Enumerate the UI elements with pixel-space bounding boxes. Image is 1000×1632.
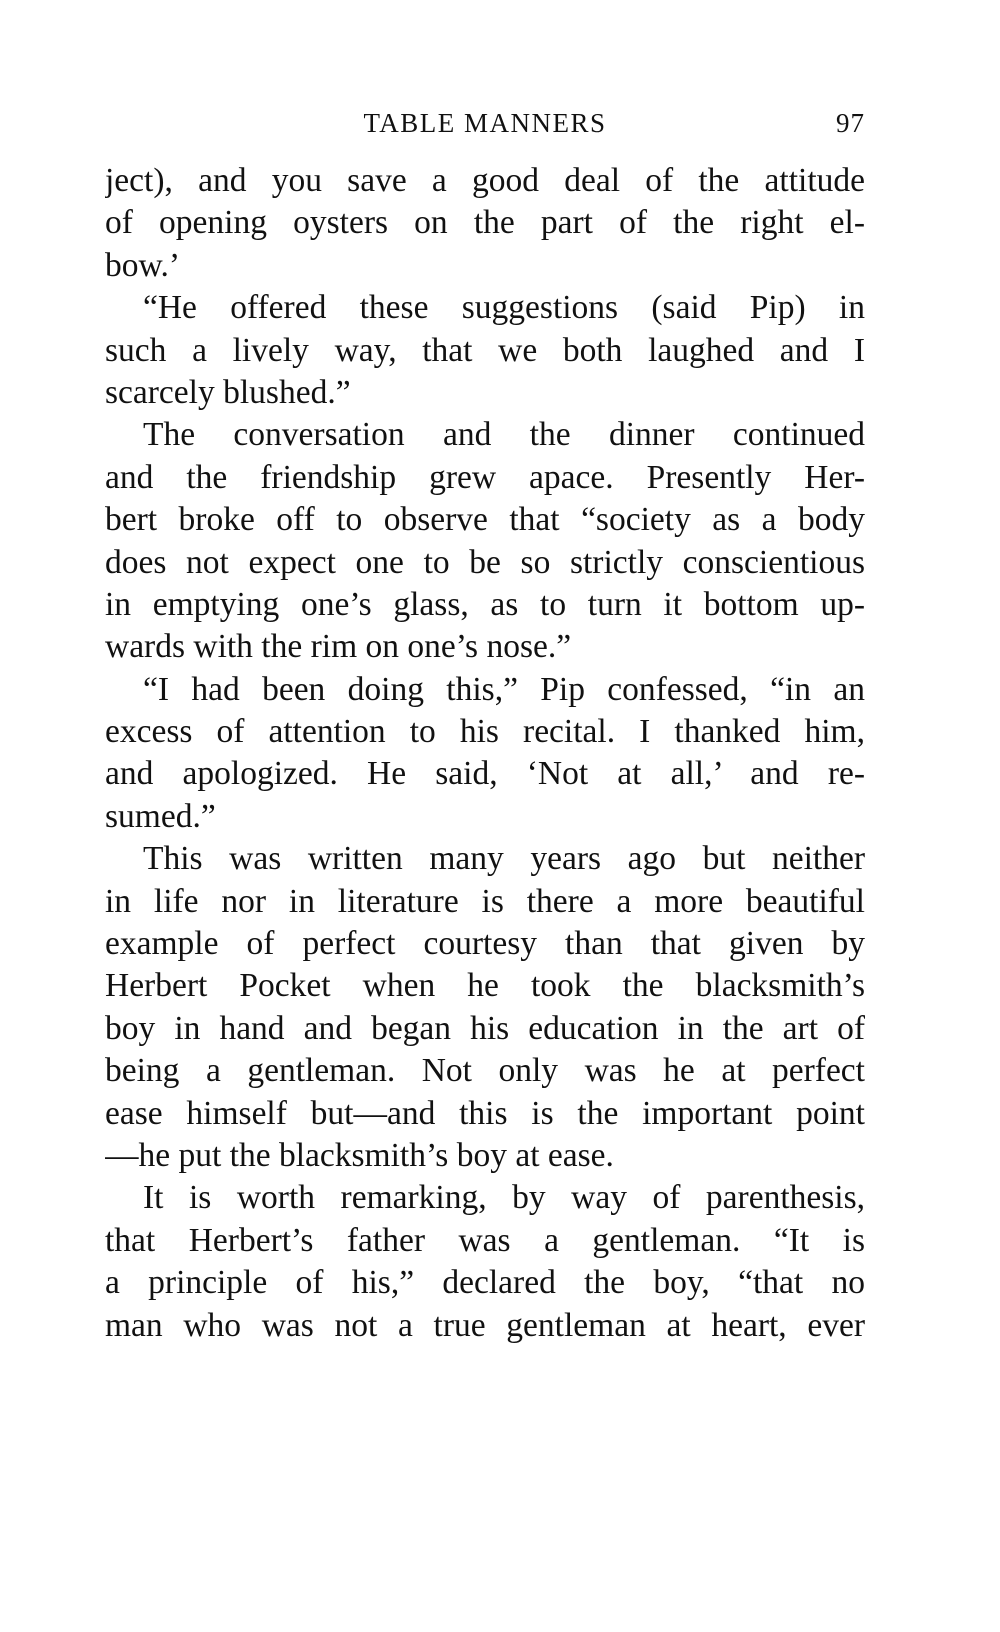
text-line: sumed.” [105,797,216,835]
text-line: —he put the blacksmith’s boy at ease. [105,1136,614,1174]
text-line: “I had been doing this,” Pip confessed, “in an [143,670,865,708]
text-line: example of perfect courtesy than that given by [105,925,865,963]
text-line: scarcely blushed.” [105,373,351,411]
text-line: such a lively way, that we both laughed and I [105,331,865,369]
text-line: boy in hand and began his education in the art of [105,1009,865,1047]
text-line: excess of attention to his recital. I thanked him, [105,713,865,751]
page-number: 97 [836,108,865,138]
running-title: TABLE MANNERS [363,108,607,138]
text-line: It is worth remarking, by way of parenthesis, [143,1179,865,1217]
text-line: and the friendship grew apace. Presently Her- [105,458,865,496]
text-line: in life nor in literature is there a more beautiful [105,882,865,920]
text-line: being a gentleman. Not only was he at perfect [105,1052,865,1090]
text-line: ject), and you save a good deal of the attitude [105,162,865,199]
running-head [105,106,865,140]
text-line: Herbert Pocket when he took the blacksmith’s [105,967,865,1005]
text-line: does not expect one to be so strictly conscientious [105,543,865,581]
text-line: a principle of his,” declared the boy, “that no [105,1264,865,1302]
text-line: that Herbert’s father was a gentleman. “It is [105,1221,865,1259]
body-text [105,160,865,1347]
text-line: bow.’ [105,246,181,284]
text-line: bert broke off to observe that “society as a body [105,501,865,539]
text-line: The conversation and the dinner continued [143,416,865,454]
text-line: “He offered these suggestions (said Pip) in [143,289,865,327]
text-line: of opening oysters on the part of the right el- [105,204,865,242]
text-line: and apologized. He said, ‘Not at all,’ and re- [105,755,865,793]
text-line: wards with the rim on one’s nose.” [105,628,572,666]
text-line: man who was not a true gentleman at heart, ever [105,1306,865,1344]
text-line: This was written many years ago but neither [143,840,865,878]
text-line: in emptying one’s glass, as to turn it bottom up- [105,585,865,623]
text-line: ease himself but—and this is the important point [105,1094,865,1132]
